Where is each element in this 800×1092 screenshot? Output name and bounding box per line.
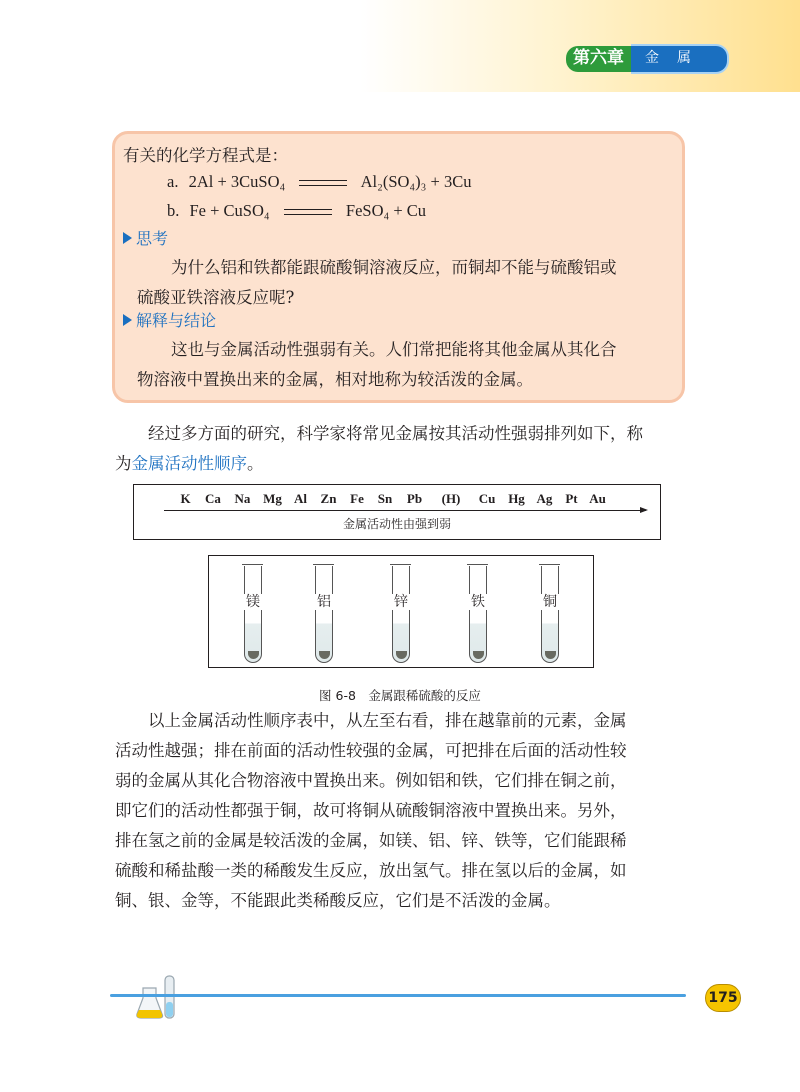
test-tube (392, 566, 410, 663)
text-line: 弱的金属从其化合物溶液中置换出来。例如铝和铁，它们排在铜之前， (115, 771, 627, 790)
paragraph-explanation (115, 706, 687, 916)
metal-symbol: Ag (536, 491, 553, 506)
tube-label: 锌 (394, 594, 408, 610)
tube-rim (467, 564, 488, 568)
key-term: 金属活动性顺序 (131, 454, 247, 473)
page-number: 175 (705, 984, 741, 1012)
metal-symbol: Sn (377, 491, 393, 506)
text-line: 铜、银、金等，不能跟此类稀酸反应，它们是不活泼的金属。 (115, 891, 561, 910)
tube-rim (390, 564, 411, 568)
right-arrow-icon (164, 510, 646, 511)
metal-symbol: Hg (508, 491, 525, 506)
metal-symbol: Ca (205, 491, 221, 506)
tube-rim (242, 564, 263, 568)
think-text-2: 硫酸亚铁溶液反应呢? (137, 288, 295, 307)
chapter-title: 金属 (631, 44, 729, 74)
experiment-box (112, 131, 685, 403)
text-line: 排在氢之前的金属是较活泼的金属，如镁、铝、锌、铁等，它们能跟稀 (115, 831, 627, 850)
conclusion-text-1: 这也与金属活动性强弱有关。人们常把能将其他金属从其化合 (171, 340, 617, 359)
metal-symbol: Au (589, 491, 606, 506)
text-line: 硫酸和稀盐酸一类的稀酸发生反应，放出氢气。排在氢以后的金属，如 (115, 861, 627, 880)
metal-symbol: Fe (350, 491, 364, 506)
test-tubes-figure (208, 555, 594, 668)
conclusion-text-2: 物溶液中置换出来的金属，相对地称为较活泼的金属。 (137, 370, 533, 389)
triangle-marker-icon (123, 314, 132, 326)
tube-rim (313, 564, 334, 568)
metal-symbol: Zn (320, 491, 337, 506)
metal-symbol: (H) (441, 491, 461, 506)
test-tube (469, 566, 487, 663)
metal-symbol: Pb (406, 491, 423, 506)
test-tube (244, 566, 262, 663)
tube-rim (539, 564, 560, 568)
equation-a: a. 2Al + 3CuSO₄ Al₂(SO₄)₃ + 3Cu (167, 172, 472, 191)
metal-symbol: Cu (478, 491, 496, 506)
think-text-1: 为什么铝和铁都能跟硫酸铜溶液反应，而铜却不能与硫酸铝或 (171, 258, 617, 277)
metal-symbol: Na (234, 491, 251, 506)
test-tube (541, 566, 559, 663)
triangle-marker-icon (123, 232, 132, 244)
reaction-sign (284, 209, 332, 215)
activity-series-caption: 金属活动性由强到弱 (342, 517, 451, 531)
metal-sample (473, 651, 484, 659)
reaction-sign (299, 180, 347, 186)
metal-sample (248, 651, 259, 659)
metal-symbol: K (180, 491, 191, 506)
metal-symbol: Pt (565, 491, 578, 506)
think-heading: 思考 (123, 226, 168, 249)
figure-caption: 图 6-8 金属跟稀硫酸的反应 (319, 688, 481, 703)
conclusion-heading: 解释与结论 (123, 308, 216, 331)
activity-series-elements (172, 491, 610, 507)
metal-sample (396, 651, 407, 659)
footer-rule (110, 994, 686, 997)
paragraph-intro: 经过多方面的研究，科学家将常见金属按其活动性强弱排列如下，称 为金属活动性顺序。 (115, 424, 643, 473)
metal-symbol: Mg (263, 491, 282, 506)
chapter-tab (566, 46, 729, 72)
metal-sample (319, 651, 330, 659)
text-line: 活动性越强；排在前面的活动性较强的金属，可把排在后面的活动性较 (115, 741, 627, 760)
metal-sample (545, 651, 556, 659)
tube-label: 铁 (471, 594, 485, 610)
tube-label: 镁 (246, 594, 260, 610)
tube-label: 铜 (543, 594, 557, 610)
equation-b: b. Fe + CuSO₄ FeSO₄ + Cu (167, 201, 427, 220)
text-line: 以上金属活动性顺序表中，从左至右看，排在越靠前的元素，金属 (148, 711, 627, 730)
metal-symbol: Al (294, 491, 307, 506)
text-line: 即它们的活动性都强于铜，故可将铜从硫酸铜溶液中置换出来。另外， (115, 801, 627, 820)
tube-label: 铝 (317, 594, 331, 610)
activity-series-table (133, 484, 661, 540)
test-tube (315, 566, 333, 663)
equations-intro: 有关的化学方程式是： (123, 146, 288, 165)
chapter-number: 第六章 (566, 46, 631, 72)
